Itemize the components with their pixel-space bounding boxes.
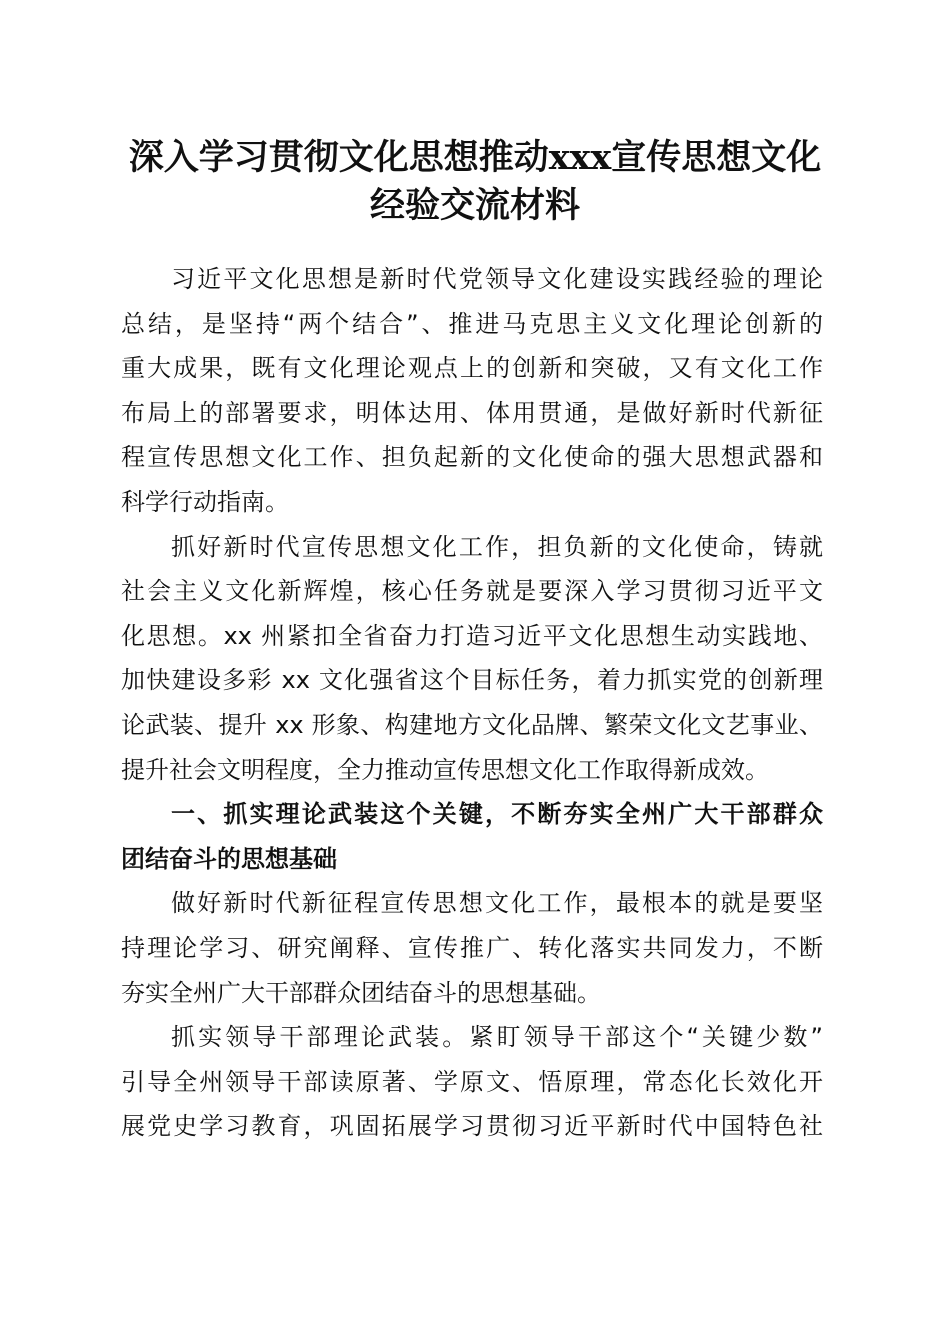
paragraph-line: 抓实领导干部理论武装。紧盯领导干部这个“关键少数” (171, 1023, 823, 1052)
section-heading-line: 一、抓实理论武装这个关键，不断夯实全州广大干部群众 (171, 800, 823, 829)
paragraph-line: 习近平文化思想是新时代党领导文化建设实践经验的理论 (171, 265, 823, 293)
paragraph-line: 论武装、提升 xx 形象、构建地方文化品牌、繁荣文化文艺事业、 (121, 710, 823, 739)
document-title-line-1: 深入学习贯彻文化思想推动xxx宣传思想文化 (128, 137, 822, 178)
paragraph-line: 程宣传思想文化工作、担负起新的文化使命的强大思想武器和 (121, 443, 823, 472)
document-title-line-2: 经验交流材料 (369, 185, 580, 226)
paragraph-line: 化思想。xx 州紧扣全省奋力打造习近平文化思想生动实践地、 (121, 621, 823, 650)
paragraph-line: 持理论学习、研究阐释、宣传推广、转化落实共同发力，不断 (121, 933, 823, 962)
paragraph-line: 引导全州领导干部读原著、学原文、悟原理，常态化长效化开 (121, 1067, 823, 1096)
document-body (121, 257, 823, 1149)
paragraph-line: 加快建设多彩 xx 文化强省这个目标任务，着力抓实党的创新理 (121, 666, 823, 695)
paragraph-line: 做好新时代新征程宣传思想文化工作，最根本的就是要坚 (171, 889, 823, 918)
section-heading-line: 团结奋斗的思想基础 (121, 844, 337, 873)
paragraph-line: 提升社会文明程度，全力推动宣传思想文化工作取得新成效。 (121, 755, 769, 784)
paragraph-line: 布局上的部署要求，明体达用、体用贯通，是做好新时代新征 (121, 398, 823, 427)
paragraph-line: 展党史学习教育，巩固拓展学习贯彻习近平新时代中国特色社 (121, 1112, 823, 1141)
paragraph-line: 社会主义文化新辉煌，核心任务就是要深入学习贯彻习近平文 (121, 577, 823, 606)
paragraph-line: 科学行动指南。 (121, 487, 289, 516)
paragraph-line: 夯实全州广大干部群众团结奋斗的思想基础。 (121, 978, 601, 1007)
paragraph-line: 抓好新时代宣传思想文化工作，担负新的文化使命，铸就 (171, 532, 823, 561)
paragraph-line: 总结，是坚持“两个结合”、推进马克思主义文化理论创新的 (121, 309, 823, 338)
paragraph-line: 重大成果，既有文化理论观点上的创新和突破，又有文化工作 (121, 354, 823, 383)
